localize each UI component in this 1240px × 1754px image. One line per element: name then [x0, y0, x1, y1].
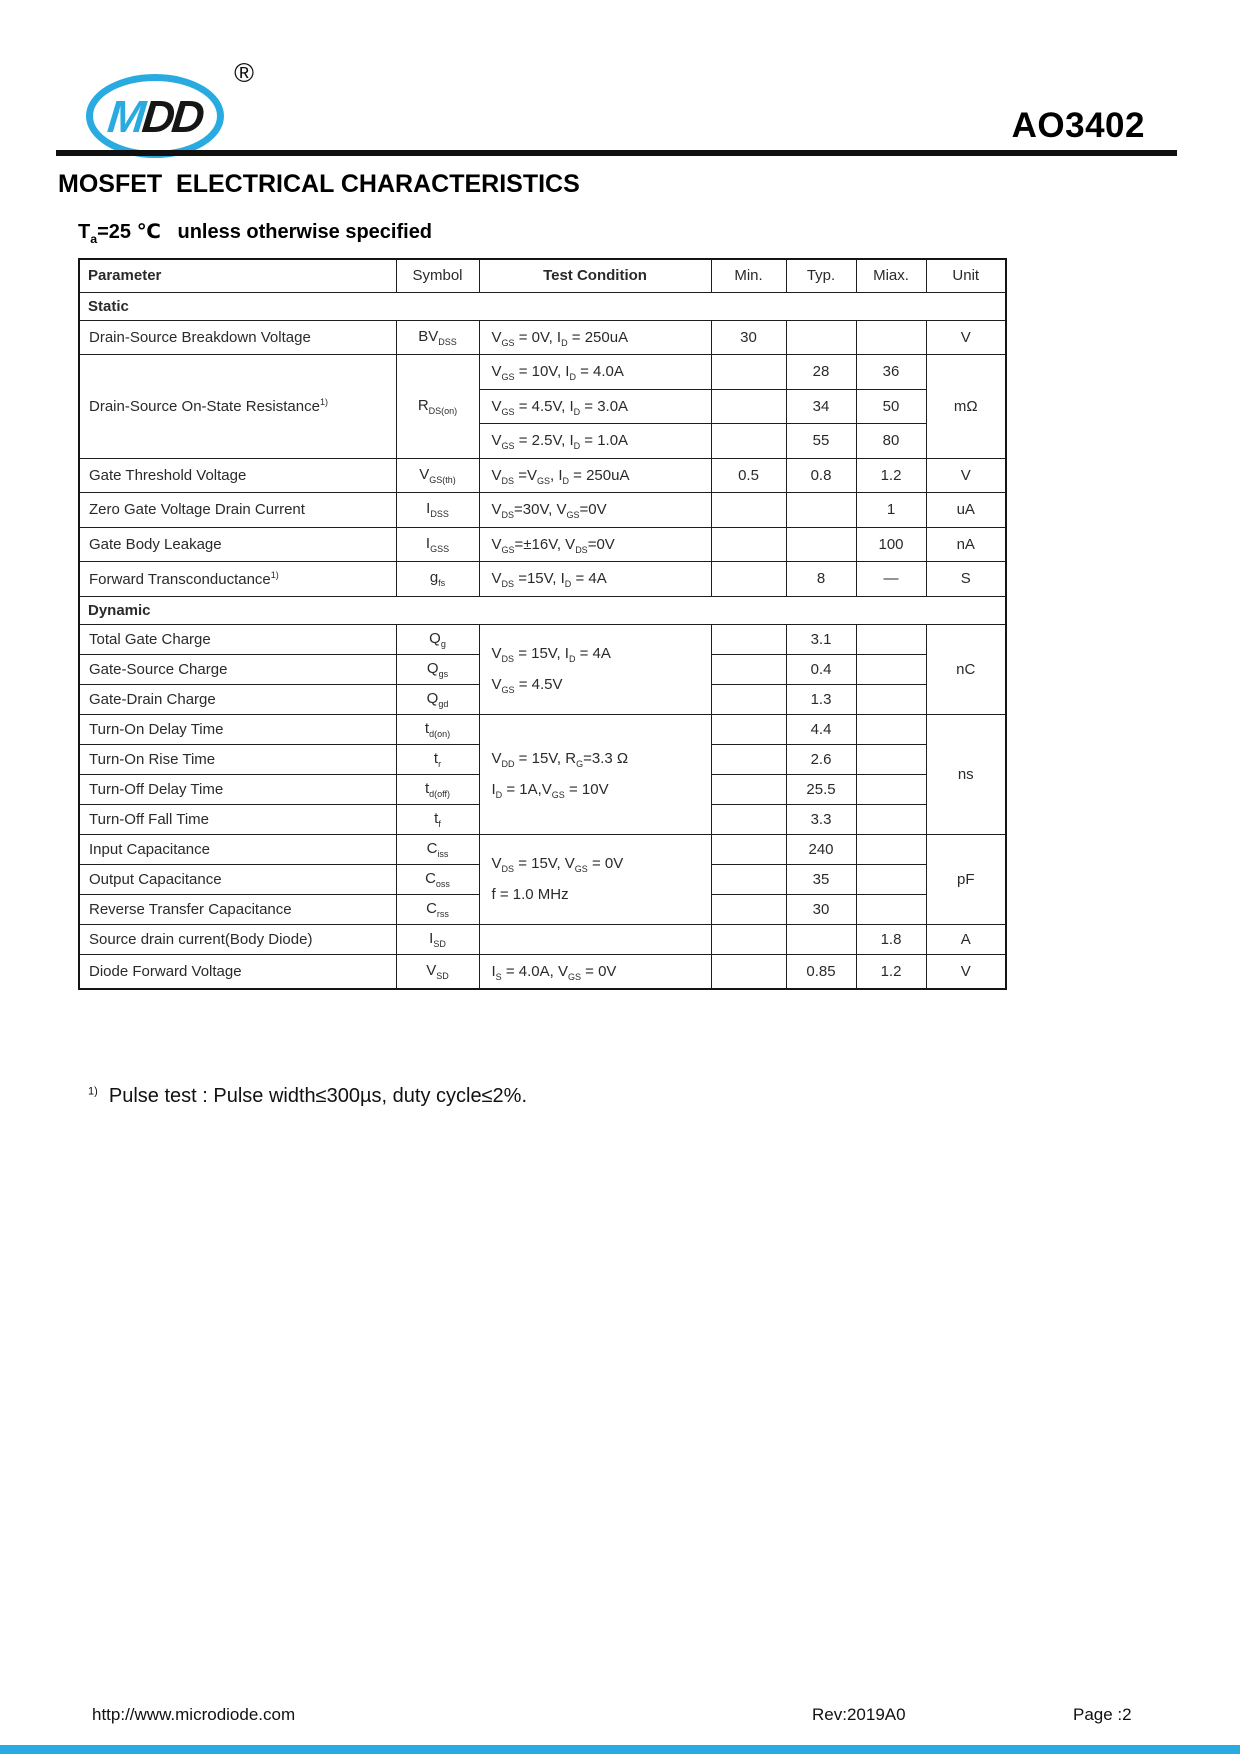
cell-cond: $V_{DS} =V_{GS}$, $I_D = 250uA$ [479, 458, 711, 493]
cell-num [856, 834, 926, 864]
logo-letters-dd: DD [140, 90, 205, 142]
cell-num [856, 864, 926, 894]
cell-num: 30 [711, 320, 786, 355]
cell-unit: uA [926, 493, 1006, 528]
section-row [79, 596, 1006, 624]
cell-param: Forward Transconductance$^{1)}$ [79, 562, 396, 597]
table-row [79, 320, 1006, 355]
cell-param: Input Capacitance [79, 834, 396, 864]
cell-num: 80 [856, 424, 926, 459]
cell-cond: $V_{DD} = 15V$, $R_G=3.3$ Ω $I_D = 1A,V_{GS} = 10V$ [479, 714, 711, 834]
cell-num [711, 355, 786, 390]
cell-unit: V [926, 320, 1006, 355]
cell-symbol: $I_{GSS}$ [396, 527, 479, 562]
cell-num [856, 320, 926, 355]
test-condition-subtitle: $T_a=25$ ℃ unless otherwise specified [78, 221, 433, 246]
column-header-min: Min. [711, 259, 786, 292]
column-header-parameter: Parameter [79, 259, 396, 292]
header-divider [56, 150, 1177, 156]
cell-symbol: $Q_g$ [396, 624, 479, 654]
cell-symbol: $t_{d(on)}$ [396, 714, 479, 744]
cell-num: 28 [786, 355, 856, 390]
cell-num [786, 320, 856, 355]
cell-num: 1.2 [856, 954, 926, 989]
electrical-characteristics-table [78, 258, 1007, 990]
bottom-accent-bar [0, 1745, 1240, 1754]
cell-symbol: $t_f$ [396, 804, 479, 834]
cell-num [711, 624, 786, 654]
cell-param: Drain-Source On-State Resistance$^{1)}$ [79, 355, 396, 459]
cell-num [711, 864, 786, 894]
cell-num: 25.5 [786, 774, 856, 804]
cell-num [711, 527, 786, 562]
cell-num [711, 894, 786, 924]
cell-num: 1.3 [786, 684, 856, 714]
cell-symbol: $Q_{gs}$ [396, 654, 479, 684]
column-header-unit: Unit [926, 259, 1006, 292]
cell-param: Turn-Off Fall Time [79, 804, 396, 834]
cell-param: Gate Threshold Voltage [79, 458, 396, 493]
cell-param: Zero Gate Voltage Drain Current [79, 493, 396, 528]
cell-param: Source drain current(Body Diode) [79, 924, 396, 954]
table-row [79, 355, 1006, 390]
cell-unit: mΩ [926, 355, 1006, 459]
cell-num [856, 714, 926, 744]
cell-num: — [856, 562, 926, 597]
cell-param: Drain-Source Breakdown Voltage [79, 320, 396, 355]
cell-unit: nC [926, 624, 1006, 714]
cell-cond: $I_S = 4.0A$, $V_{GS} = 0V$ [479, 954, 711, 989]
cell-cond: $V_{GS}=\pm 16V$, $V_{DS}=0V$ [479, 527, 711, 562]
cell-num [711, 684, 786, 714]
cell-num [711, 389, 786, 424]
product-code: AO3402 [1011, 106, 1145, 145]
cell-num: 0.8 [786, 458, 856, 493]
spec-table-body [79, 292, 1006, 989]
cell-param: Gate-Source Charge [79, 654, 396, 684]
cell-num [786, 527, 856, 562]
column-header-max: Miax. [856, 259, 926, 292]
cell-symbol: $t_r$ [396, 744, 479, 774]
section-row [79, 292, 1006, 320]
cell-num: 100 [856, 527, 926, 562]
cell-symbol: $V_{SD}$ [396, 954, 479, 989]
cell-num [711, 493, 786, 528]
table-row [79, 624, 1006, 654]
section-label: Dynamic [79, 596, 1006, 624]
cell-num [711, 834, 786, 864]
cell-unit: V [926, 458, 1006, 493]
cell-num [711, 424, 786, 459]
mdd-logo [86, 58, 254, 162]
logo-letter-m: M [105, 90, 146, 142]
cell-param: Gate-Drain Charge [79, 684, 396, 714]
cell-param: Output Capacitance [79, 864, 396, 894]
cell-param: Total Gate Charge [79, 624, 396, 654]
table-row [79, 458, 1006, 493]
cell-num [711, 714, 786, 744]
cell-cond: $V_{DS}=30V$, $V_{GS}=0V$ [479, 493, 711, 528]
cell-param: Gate Body Leakage [79, 527, 396, 562]
cell-param: Diode Forward Voltage [79, 954, 396, 989]
cell-num: 240 [786, 834, 856, 864]
cell-param: Turn-Off Delay Time [79, 774, 396, 804]
table-header-row [79, 259, 1006, 292]
cell-num: 1 [856, 493, 926, 528]
column-header-test-condition: Test Condition [479, 259, 711, 292]
cell-num: 3.1 [786, 624, 856, 654]
cell-symbol: $C_{oss}$ [396, 864, 479, 894]
section-label: Static [79, 292, 1006, 320]
cell-num: 34 [786, 389, 856, 424]
column-header-typ: Typ. [786, 259, 856, 292]
cell-num [711, 924, 786, 954]
footer-revision: Rev:2019A0 [812, 1705, 906, 1724]
mdd-logo-oval-icon [86, 74, 224, 158]
table-row [79, 954, 1006, 989]
table-row [79, 714, 1006, 744]
cell-num: 2.6 [786, 744, 856, 774]
cell-param: Reverse Transfer Capacitance [79, 894, 396, 924]
cell-symbol: $g_{fs}$ [396, 562, 479, 597]
table-row [79, 527, 1006, 562]
cell-param: Turn-On Rise Time [79, 744, 396, 774]
cell-num [711, 804, 786, 834]
cell-unit: ns [926, 714, 1006, 834]
cell-unit: V [926, 954, 1006, 989]
cell-param: Turn-On Delay Time [79, 714, 396, 744]
cell-cond [479, 924, 711, 954]
cell-num: 3.3 [786, 804, 856, 834]
cell-symbol: $I_{DSS}$ [396, 493, 479, 528]
cell-num [856, 774, 926, 804]
footer-page-number: Page :2 [1073, 1705, 1132, 1724]
cell-num: 0.4 [786, 654, 856, 684]
cell-num: 35 [786, 864, 856, 894]
cell-num [856, 804, 926, 834]
cell-num: 1.2 [856, 458, 926, 493]
page-title: MOSFET ELECTRICAL CHARACTERISTICS [58, 170, 580, 198]
cell-unit: A [926, 924, 1006, 954]
cell-num [711, 654, 786, 684]
cell-num [856, 744, 926, 774]
column-header-symbol: Symbol [396, 259, 479, 292]
cell-num: 55 [786, 424, 856, 459]
cell-cond: $V_{GS} = 0V$, $I_D = 250uA$ [479, 320, 711, 355]
cell-symbol: $C_{rss}$ [396, 894, 479, 924]
cell-cond: $V_{GS} = 4.5V$, $I_D = 3.0A$ [479, 389, 711, 424]
mdd-logo-text [105, 90, 205, 142]
cell-cond: $V_{GS} = 10V$, $I_D = 4.0A$ [479, 355, 711, 390]
cell-cond: $V_{DS} =15V$, $I_D = 4A$ [479, 562, 711, 597]
cell-num [856, 684, 926, 714]
cell-symbol: $I_{SD}$ [396, 924, 479, 954]
cell-num [786, 493, 856, 528]
cell-num: 0.85 [786, 954, 856, 989]
cell-symbol: $R_{DS(on)}$ [396, 355, 479, 459]
cell-symbol: $C_{iss}$ [396, 834, 479, 864]
cell-cond: $V_{GS} = 2.5V$, $I_D = 1.0A$ [479, 424, 711, 459]
registered-trademark-icon: ® [234, 58, 254, 88]
cell-num: 36 [856, 355, 926, 390]
cell-unit: S [926, 562, 1006, 597]
cell-num [711, 562, 786, 597]
cell-symbol: $t_{d(off)}$ [396, 774, 479, 804]
table-row [79, 493, 1006, 528]
cell-symbol: $BV_{DSS}$ [396, 320, 479, 355]
cell-num [856, 624, 926, 654]
cell-num [711, 954, 786, 989]
cell-num [856, 894, 926, 924]
table-row [79, 562, 1006, 597]
cell-num [711, 774, 786, 804]
cell-num: 4.4 [786, 714, 856, 744]
cell-num: 30 [786, 894, 856, 924]
cell-symbol: $V_{GS(th)}$ [396, 458, 479, 493]
table-row [79, 924, 1006, 954]
cell-num [786, 924, 856, 954]
cell-symbol: $Q_{gd}$ [396, 684, 479, 714]
cell-cond: $V_{DS} = 15V$, $V_{GS} = 0V$ f = 1.0 MHz [479, 834, 711, 924]
cell-num [856, 654, 926, 684]
cell-num: 0.5 [711, 458, 786, 493]
cell-num: 1.8 [856, 924, 926, 954]
cell-num [711, 744, 786, 774]
footer-url: http://www.microdiode.com [92, 1705, 296, 1724]
cell-unit: pF [926, 834, 1006, 924]
cell-num: 50 [856, 389, 926, 424]
cell-num: 8 [786, 562, 856, 597]
cell-cond: $V_{DS} = 15V$, $I_D = 4A$ $V_{GS} = 4.5V$ [479, 624, 711, 714]
cell-unit: nA [926, 527, 1006, 562]
table-row [79, 834, 1006, 864]
pulse-test-footnote: $^{1)}$ Pulse test : Pulse width≤300µs, duty cycle≤2%. [88, 1085, 528, 1107]
